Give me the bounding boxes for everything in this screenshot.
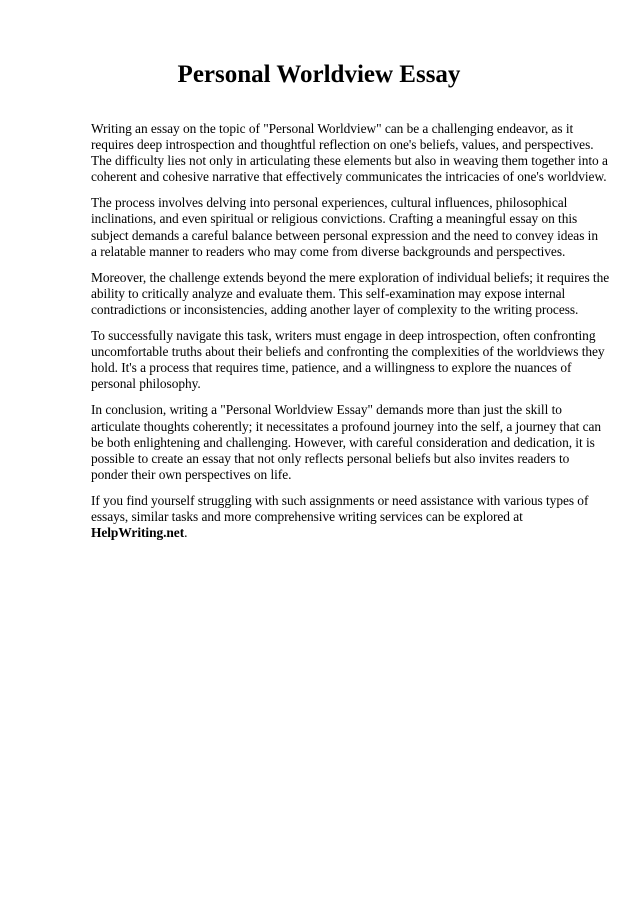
paragraph-line: contradictions or inconsistencies, adding another layer of complexity to the writing process. [91, 301, 579, 317]
paragraph-line: coherent and cohesive narrative that effectively communicates the intricacies of one's worldview. [91, 169, 607, 185]
link-line [91, 525, 601, 541]
paragraph-4 [91, 328, 605, 392]
paragraph-line: a relatable manner to readers who may come from diverse backgrounds and perspectives. [91, 243, 566, 259]
helpwriting-link[interactable]: HelpWriting.net [91, 525, 185, 541]
paragraph-5 [91, 402, 601, 482]
paragraph-3 [91, 269, 610, 318]
link-suffix: . [184, 525, 188, 541]
paragraph-line: inclinations, and even spiritual or religious convictions. Crafting a meaningful essay on this [91, 211, 578, 227]
paragraph-line: subject demands a careful balance between personal expression and the need to convey ideas in [91, 227, 598, 243]
paragraph-line: The process involves delving into personal experiences, cultural influences, philosophical [91, 195, 568, 211]
paragraph-line: articulate thoughts coherently; it necessitates a profound journey into the self, a journey that can [91, 418, 602, 434]
paragraph-line: requires deep introspection and thoughtful reflection on one's beliefs, values, and perspectives. [91, 137, 594, 153]
essay-body [91, 121, 610, 551]
paragraph-line: essays, similar tasks and more comprehensive writing services can be explored at [91, 508, 523, 524]
paragraph-line: hold. It's a process that requires time, patience, and a willingness to explore the nuances of [91, 360, 572, 376]
page-title: Personal Worldview Essay [177, 61, 461, 88]
paragraph-line: personal philosophy. [91, 376, 201, 392]
paragraph-line: ponder their own perspectives on life. [91, 466, 292, 482]
paragraph-line: Moreover, the challenge extends beyond the mere exploration of individual beliefs; it requires the [91, 269, 610, 285]
paragraph-line: To successfully navigate this task, writers must engage in deep introspection, often confronting [91, 328, 596, 344]
paragraph-line: ability to critically analyze and evaluate them. This self-examination may expose internal [91, 285, 566, 301]
paragraph-line: In conclusion, writing a "Personal Worldview Essay" demands more than just the skill to [91, 402, 562, 418]
paragraph-line: Writing an essay on the topic of "Personal Worldview" can be a challenging endeavor, as it [91, 121, 574, 136]
paragraph-1 [91, 121, 608, 185]
paragraph-line: The difficulty lies not only in articulating these elements but also in weaving them together into a [91, 153, 608, 169]
paragraph-6 [91, 493, 601, 541]
paragraph-2 [91, 195, 601, 259]
paragraph-line: possible to create an essay that not only reflects personal beliefs but also invites readers to [91, 450, 570, 466]
paragraph-line: uncomfortable truths about their beliefs and confronting the complexities of the worldviews they [91, 344, 605, 360]
paragraph-line: If you find yourself struggling with such assignments or need assistance with various types of [91, 492, 589, 508]
paragraph-line: be both enlightening and challenging. However, with careful consideration and dedication, it is [91, 434, 595, 450]
